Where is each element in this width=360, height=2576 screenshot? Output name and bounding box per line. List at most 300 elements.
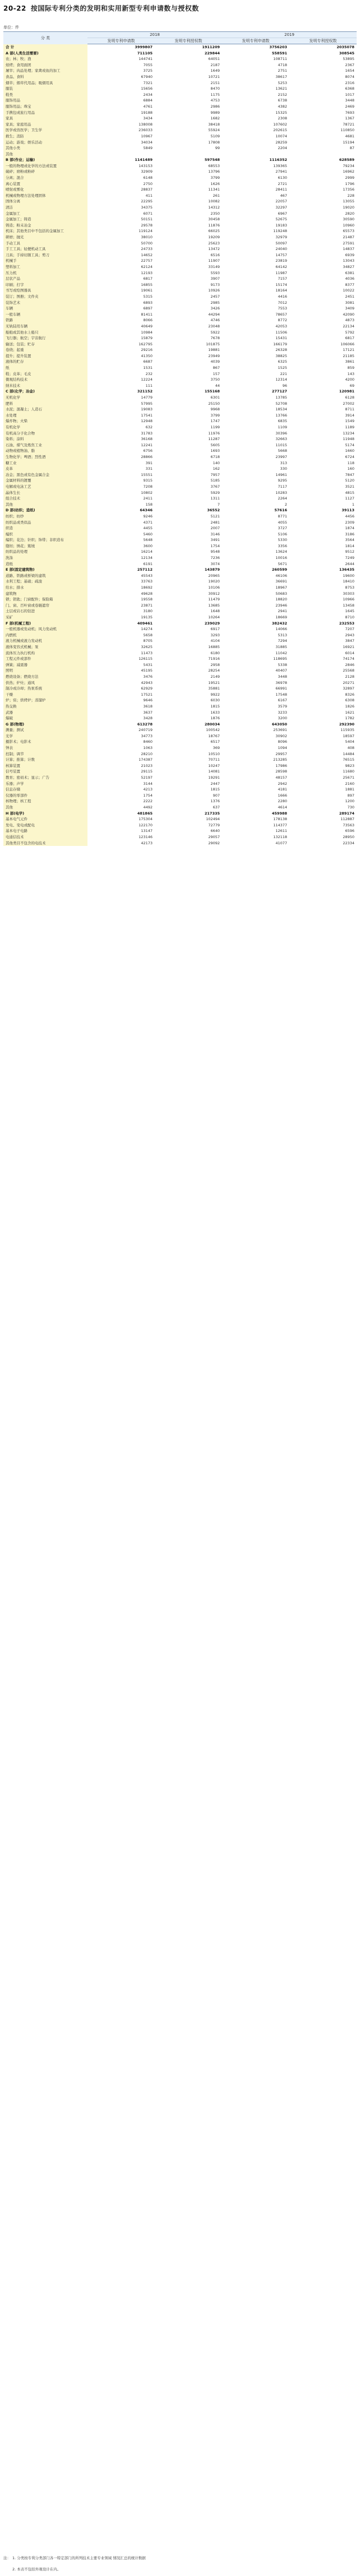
row-value-cell: 5404 — [345, 739, 355, 744]
row-value-cell: 19209 — [208, 235, 220, 239]
row-value-cell: 13234 — [343, 431, 355, 436]
row-category-name: 计算；推算；计数 — [3, 757, 87, 763]
header-sub-2: 发明专利授权数 — [155, 38, 222, 44]
row-value-cell: 3448 — [345, 98, 355, 103]
row-value-cell: 1693 — [210, 448, 220, 454]
table-section-row — [3, 567, 357, 573]
row-value-cell: 32979 — [275, 235, 288, 239]
row-category-name: 破碎；磨粉或粉碎 — [3, 169, 87, 175]
row-value-cell: 5253 — [278, 80, 288, 85]
table-row — [3, 431, 357, 437]
row-category-name: 装订；图册；文件夹 — [3, 294, 87, 300]
row-category-name: 运动；游戏；娱乐活动 — [3, 140, 87, 146]
row-category-name: 电通信技术 — [3, 834, 87, 840]
row-category-name: 染料；涂料 — [3, 436, 87, 442]
row-value-cell: 1376 — [210, 799, 220, 804]
row-value-cell: 2451 — [345, 294, 355, 299]
row-value-cell: 1127 — [345, 496, 355, 501]
row-category-name: 固体分离 — [3, 198, 87, 205]
row-value-cell: 50700 — [141, 241, 153, 246]
table-row — [3, 424, 357, 431]
row-value-cell: 481865 — [137, 811, 153, 816]
row-value-cell: 1311 — [210, 496, 220, 501]
row-category-name: H 部(电学) — [3, 811, 87, 817]
row-value-cell: 7294 — [278, 639, 288, 644]
row-value-cell: 138008 — [139, 122, 153, 127]
row-value-cell: 6817 — [345, 336, 355, 341]
row-value-cell: 14961 — [275, 472, 288, 477]
row-value-cell: 1754 — [210, 543, 220, 548]
row-category-name: 家具；家庭用品 — [3, 122, 87, 128]
row-value-cell: 5185 — [210, 478, 220, 483]
table-row — [3, 448, 357, 454]
row-value-cell: 3861 — [345, 359, 355, 364]
row-category-name: 摄影术；电影术 — [3, 739, 87, 745]
row-value-cell: 1911209 — [202, 45, 220, 49]
row-value-cell: 4746 — [210, 318, 220, 323]
header-category: 分 类 — [3, 32, 87, 44]
row-value-cell: 13796 — [208, 169, 220, 174]
row-value-cell: 9922 — [210, 692, 220, 697]
row-value-cell: 9173 — [210, 282, 220, 287]
table-row — [3, 383, 357, 389]
row-value-cell: 66991 — [275, 686, 288, 691]
row-value-cell: 12193 — [141, 270, 153, 275]
row-category-name: A 部(人类生活需要) — [3, 50, 87, 57]
row-value-cell: 16885 — [208, 644, 220, 649]
row-value-cell: 10016 — [275, 556, 288, 561]
table-row — [3, 674, 357, 680]
row-value-cell: 52675 — [275, 217, 288, 222]
table-row — [3, 484, 357, 490]
row-value-cell: 1874 — [345, 526, 355, 531]
row-value-cell: 155168 — [204, 389, 220, 394]
row-value-cell: 228 — [347, 193, 355, 198]
row-category-name: 钟表 — [3, 745, 87, 751]
row-value-cell: 23048 — [208, 323, 220, 329]
row-value-cell: 20965 — [208, 573, 220, 578]
row-category-name: 塑料加工 — [3, 264, 87, 270]
row-value-cell: 1367 — [345, 116, 355, 121]
row-value-cell: 10960 — [343, 223, 355, 228]
row-value-cell: 3750 — [210, 377, 220, 382]
table-row — [3, 187, 357, 193]
row-category-name: F 部(机械工程) — [3, 621, 87, 627]
row-category-name: 服饰用品 — [3, 98, 87, 104]
row-value-cell: 28411 — [275, 187, 288, 192]
table-row — [3, 127, 357, 133]
row-value-cell: 10510 — [208, 751, 220, 756]
table-row — [3, 502, 357, 508]
row-value-cell — [289, 151, 357, 158]
row-category-name: 核物理；核工程 — [3, 798, 87, 804]
row-value-cell: 6893 — [143, 300, 153, 305]
row-value-cell: 2007 — [210, 526, 220, 531]
row-value-cell: 11341 — [208, 187, 220, 192]
row-value-cell: 108711 — [273, 57, 288, 62]
row-category-name: 其他类目不包含的电技术 — [3, 840, 87, 847]
table-row — [3, 353, 357, 359]
row-value-cell: 158 — [145, 502, 153, 507]
row-value-cell: 15431 — [275, 336, 288, 341]
row-value-cell: 859 — [347, 366, 355, 371]
row-category-name: 工程元件或部件 — [3, 656, 87, 662]
row-value-cell: 19558 — [141, 597, 153, 602]
table-row — [3, 727, 357, 733]
row-value-cell: 18597 — [343, 733, 355, 738]
row-value-cell: 1876 — [210, 716, 220, 721]
row-value-cell: 3233 — [278, 710, 288, 715]
row-value-cell: 467 — [280, 193, 288, 198]
row-value-cell: 1189 — [345, 425, 355, 429]
table-row — [3, 591, 357, 597]
table-row — [3, 80, 357, 86]
row-category-name: 救生；消防 — [3, 133, 87, 140]
row-value-cell: 22295 — [141, 199, 153, 204]
table-section-row — [3, 811, 357, 817]
row-value-cell: 308545 — [339, 50, 355, 56]
row-category-name: 冶金；黑色或有色金属合金 — [3, 472, 87, 478]
row-value-cell: 36168 — [141, 437, 153, 442]
row-value-cell: 96 — [282, 383, 288, 388]
row-value-cell: 613278 — [137, 722, 153, 727]
row-value-cell: 6167 — [278, 698, 288, 703]
row-value-cell: 30303 — [343, 591, 355, 596]
row-value-cell: 4213 — [143, 787, 153, 792]
table-row — [3, 739, 357, 745]
row-value-cell: 38418 — [208, 122, 220, 127]
row-value-cell: 5120 — [345, 478, 355, 483]
row-value-cell: 6180 — [210, 650, 220, 655]
row-value-cell: 11042 — [275, 650, 288, 655]
row-value-cell: 5109 — [210, 133, 220, 138]
row-value-cell: 7236 — [210, 556, 220, 561]
row-value-cell: 6308 — [345, 698, 355, 703]
row-value-cell: 28866 — [141, 454, 153, 459]
row-value-cell: 2986 — [210, 104, 220, 109]
row-category-name: 烟草；烟草代用品；吸烟用具 — [3, 80, 87, 86]
row-value-cell: 6718 — [210, 454, 220, 459]
table-row — [3, 258, 357, 264]
table-row — [3, 555, 357, 561]
row-category-name: 石油、煤气及炼焦工业 — [3, 442, 87, 448]
row-category-name: 输送；包装；贮存 — [3, 341, 87, 348]
row-value-cell: 6301 — [210, 395, 220, 400]
row-category-name: 组合技术 — [3, 496, 87, 502]
row-value-cell: 18967 — [275, 585, 288, 590]
row-value-cell: 3409 — [345, 306, 355, 311]
row-category-name: 基本电气元件 — [3, 816, 87, 822]
row-value-cell: 7957 — [210, 472, 220, 477]
row-value-cell: 13621 — [275, 86, 288, 91]
row-value-cell: 19020 — [343, 205, 355, 210]
row-category-name: 织造 — [3, 525, 87, 531]
row-value-cell: 52708 — [275, 401, 288, 406]
row-value-cell: 1 — [352, 502, 355, 507]
row-value-cell: 2481 — [210, 520, 220, 525]
row-value-cell: 2644 — [345, 561, 355, 566]
row-value-cell: 13147 — [141, 829, 153, 834]
row-category-name: 教育；密码术；显示；广告 — [3, 775, 87, 781]
row-value-cell: 7055 — [143, 62, 153, 67]
row-value-cell: 9989 — [210, 110, 220, 115]
table-row — [3, 460, 357, 466]
row-value-cell: 29115 — [141, 769, 153, 774]
row-value-cell: 174387 — [139, 757, 153, 762]
table-row — [3, 656, 357, 662]
row-category-name: 建筑物 — [3, 591, 87, 597]
row-value-cell: 14312 — [208, 205, 220, 210]
row-category-name: 土层或岩石的钻进 — [3, 608, 87, 614]
table-row — [3, 288, 357, 294]
row-value-cell: 1754 — [143, 793, 153, 798]
row-value-cell: 118 — [347, 460, 355, 465]
row-value-cell: 34034 — [141, 140, 153, 145]
row-value-cell: 7678 — [210, 336, 220, 341]
row-value-cell: 632 — [145, 425, 153, 429]
row-value-cell: 55924 — [208, 128, 220, 133]
table-row — [3, 140, 357, 146]
row-value-cell: 106066 — [340, 341, 355, 346]
row-value-cell: 24040 — [275, 247, 288, 252]
row-value-cell: 1826 — [345, 704, 355, 709]
row-value-cell: 114377 — [273, 822, 288, 827]
table-row — [3, 751, 357, 757]
note-2: 2. 本表不包括外观设计在内。 — [12, 2567, 61, 2572]
row-value-cell: 87 — [349, 146, 355, 151]
table-row — [3, 163, 357, 169]
row-value-cell: 76515 — [343, 757, 355, 762]
row-value-cell — [155, 151, 222, 158]
row-value-cell: 30458 — [208, 217, 220, 222]
row-value-cell: 9548 — [210, 549, 220, 554]
row-value-cell: 4181 — [278, 787, 288, 792]
row-category-name: 手携包或旅行用品 — [3, 110, 87, 116]
header-year-2019: 2019 — [222, 32, 357, 38]
row-value-cell: 13458 — [343, 603, 355, 608]
row-category-name: 卷绕；起重 — [3, 347, 87, 353]
row-value-cell: 18767 — [208, 733, 220, 738]
table-row — [3, 241, 357, 247]
row-value-cell: 18692 — [141, 585, 153, 590]
row-value-cell: 1796 — [345, 181, 355, 186]
row-value-cell: 28837 — [141, 187, 153, 192]
row-category-name: 书写或绘图器具 — [3, 288, 87, 294]
row-category-name: 编织；花边；针织；饰带；非织造布 — [3, 537, 87, 543]
row-value-cell: 9968 — [210, 407, 220, 412]
row-value-cell: 9295 — [278, 478, 288, 483]
table-row — [3, 270, 357, 276]
table-section-row — [3, 50, 357, 57]
row-category-name: 给水；排水 — [3, 585, 87, 591]
row-value-cell: 57616 — [274, 508, 288, 513]
row-value-cell: 1525 — [278, 366, 288, 371]
row-category-name: 仪器的零部件 — [3, 793, 87, 799]
table-row — [3, 798, 357, 804]
row-value-cell: 1626 — [210, 181, 220, 186]
row-value-cell: 1063 — [143, 746, 153, 751]
row-value-cell: 2457 — [210, 294, 220, 299]
row-value-cell: 3186 — [345, 531, 355, 537]
row-category-name: 其他 — [3, 151, 87, 158]
row-value-cell: 1654 — [345, 68, 355, 73]
row-value-cell: 14484 — [343, 751, 355, 756]
row-value-cell: 260599 — [271, 567, 288, 572]
row-value-cell: 2434 — [143, 92, 153, 97]
row-category-name: 液体的贮存 — [3, 359, 87, 365]
row-value-cell: 19061 — [141, 288, 153, 293]
row-category-name: 晶体生长 — [3, 490, 87, 496]
row-value-cell — [87, 151, 155, 158]
table-row — [3, 234, 357, 241]
row-value-cell: 32909 — [141, 169, 153, 174]
unit-label: 单位：件 — [3, 25, 19, 30]
row-value-cell: 7012 — [278, 300, 288, 305]
data-table — [3, 31, 357, 846]
table-row — [3, 596, 357, 603]
row-value-cell: 2222 — [143, 799, 153, 804]
row-value-cell: 18669 — [275, 615, 288, 619]
row-category-name: 纸 — [3, 365, 87, 371]
row-value-cell: 79234 — [343, 163, 355, 168]
table-section-row — [3, 389, 357, 395]
row-value-cell: 4039 — [210, 359, 220, 364]
row-value-cell: 4382 — [278, 104, 288, 109]
row-value-cell: 29092 — [208, 840, 220, 845]
row-value-cell: 6325 — [278, 359, 288, 364]
row-category-name: 飞行器；航空；宇宙航行 — [3, 335, 87, 341]
row-category-name: 装饰艺术 — [3, 300, 87, 306]
row-value-cell: 5922 — [210, 330, 220, 335]
row-value-cell: 1747 — [210, 419, 220, 424]
row-value-cell: 36978 — [275, 680, 288, 685]
row-value-cell: 30590 — [343, 217, 355, 222]
notes-label: 注： — [3, 2556, 11, 2560]
row-value-cell: 12314 — [275, 377, 288, 382]
row-value-cell: 14779 — [141, 395, 153, 400]
table-row — [3, 401, 357, 407]
title-text: 按国际专利分类的发明和实用新型专利申请数与授权数 — [30, 4, 199, 12]
row-value-cell: 16855 — [141, 282, 153, 287]
row-category-name: 金属材料的镀覆 — [3, 478, 87, 484]
row-value-cell: 6640 — [210, 829, 220, 834]
row-value-cell: 897 — [347, 793, 355, 798]
row-value-cell: 1199 — [210, 425, 220, 429]
row-value-cell: 67940 — [141, 74, 153, 79]
row-value-cell: 22334 — [343, 840, 355, 845]
row-value-cell: 57995 — [141, 401, 153, 406]
row-category-name: 食品、食料 — [3, 74, 87, 80]
row-value-cell: 2160 — [345, 781, 355, 786]
row-value-cell: 330 — [280, 466, 288, 471]
row-value-cell: 229844 — [204, 50, 220, 56]
row-category-name: 基本电子电路 — [3, 828, 87, 834]
row-value-cell: 31885 — [275, 644, 288, 649]
row-category-name: D 部(纺织；造纸) — [3, 507, 87, 514]
row-value-cell: 5792 — [345, 330, 355, 335]
table-row — [3, 775, 357, 781]
table-section-row — [3, 157, 357, 163]
table-body — [3, 44, 357, 847]
row-value-cell: 29057 — [208, 834, 220, 839]
row-value-cell: 10264 — [208, 615, 220, 619]
table-row — [3, 662, 357, 668]
row-category-name: 清洁 — [3, 205, 87, 211]
row-value-cell: 10966 — [343, 597, 355, 602]
row-category-name: 金属加工 — [3, 211, 87, 217]
row-value-cell: 6897 — [143, 306, 153, 311]
row-value-cell: 236033 — [139, 128, 153, 133]
row-value-cell: 391 — [145, 460, 153, 465]
table-row — [3, 715, 357, 722]
row-value-cell: 64051 — [208, 57, 220, 62]
row-value-cell: 6381 — [345, 270, 355, 275]
row-value-cell: 22134 — [343, 323, 355, 329]
row-value-cell: 6939 — [345, 252, 355, 257]
row-value-cell: 4753 — [210, 98, 220, 103]
row-value-cell: 8470 — [210, 86, 220, 91]
row-value-cell: 19083 — [141, 407, 153, 412]
row-value-cell: 408 — [347, 746, 355, 751]
row-value-cell: 65573 — [343, 229, 355, 234]
row-category-name: 照明 — [3, 668, 87, 674]
table-row — [3, 330, 357, 336]
row-value-cell: 6191 — [143, 561, 153, 566]
row-value-cell: 11015 — [275, 442, 288, 447]
row-value-cell: 64142 — [275, 264, 288, 269]
row-value-cell: 15194 — [343, 140, 355, 145]
row-value-cell: 2469 — [345, 104, 355, 109]
row-value-cell: 14081 — [208, 769, 220, 774]
row-category-name: 内燃机 — [3, 632, 87, 639]
row-category-name: 离心装置 — [3, 181, 87, 187]
title-number: 20-22 — [3, 4, 26, 12]
row-value-cell: 597548 — [204, 158, 220, 163]
table-row — [3, 335, 357, 341]
row-category-name: 供热；炉灶；通风 — [3, 680, 87, 686]
row-value-cell: 1782 — [345, 716, 355, 721]
header-sub-4: 发明专利授权数 — [289, 38, 357, 44]
row-value-cell: 5431 — [143, 662, 153, 667]
table-row — [3, 264, 357, 270]
row-value-cell: 2750 — [143, 181, 153, 186]
row-category-name: 武器 — [3, 710, 87, 716]
row-value-cell: 4681 — [345, 133, 355, 138]
row-value-cell: 18820 — [275, 597, 288, 602]
row-value-cell: 52197 — [141, 775, 153, 780]
row-value-cell: 6516 — [210, 252, 220, 257]
row-value-cell: 3074 — [210, 561, 220, 566]
row-value-cell: 213285 — [273, 757, 288, 762]
row-value-cell: 41077 — [275, 840, 288, 845]
row-category-name: 洗涤 — [3, 555, 87, 561]
row-value-cell: 78657 — [275, 312, 288, 317]
row-value-cell: 111 — [145, 383, 153, 388]
row-value-cell: 2152 — [278, 92, 288, 97]
table-section-row — [3, 621, 357, 627]
row-value-cell: 7208 — [143, 484, 153, 489]
row-value-cell: 11287 — [208, 437, 220, 442]
row-category-name: 喷射或雾化 — [3, 187, 87, 193]
row-value-cell: 19600 — [343, 573, 355, 578]
row-value-cell: 711105 — [137, 50, 153, 56]
row-value-cell: 38010 — [141, 235, 153, 239]
row-value-cell: 10074 — [275, 133, 288, 138]
row-value-cell: 4036 — [345, 276, 355, 281]
row-value-cell: 3999807 — [135, 45, 153, 49]
row-value-cell: 1116352 — [269, 158, 288, 163]
table-row — [3, 282, 357, 288]
